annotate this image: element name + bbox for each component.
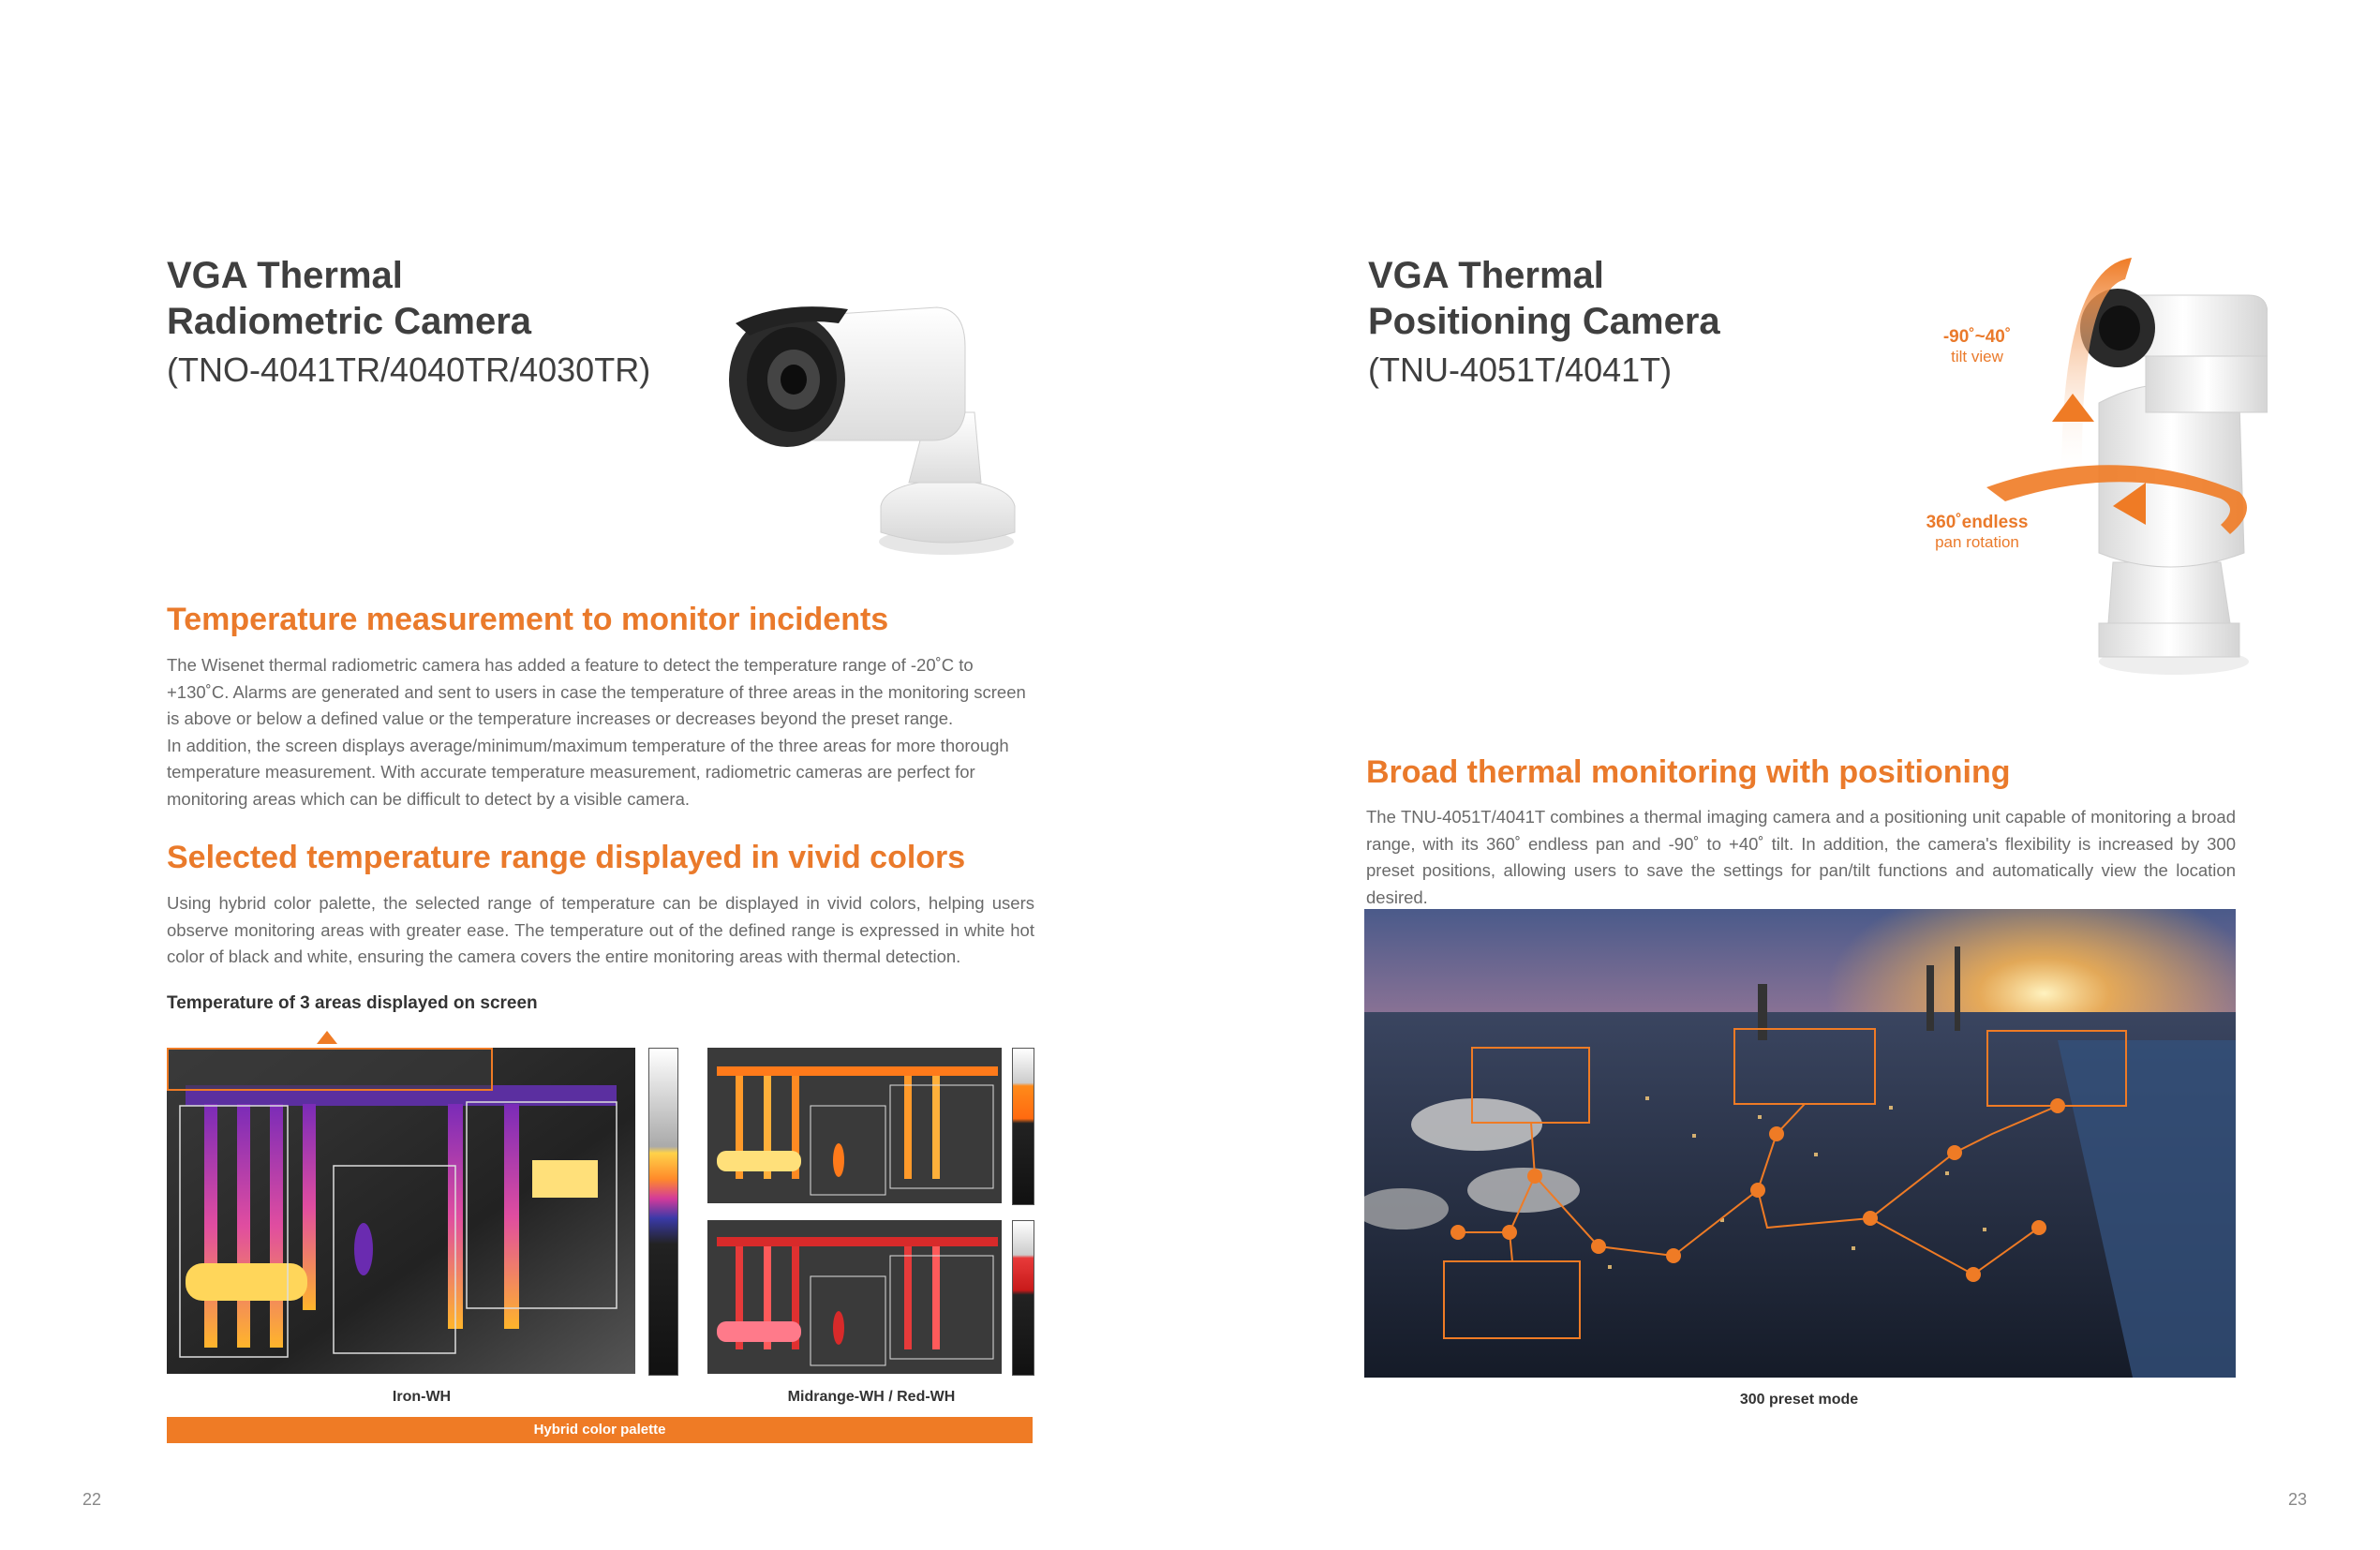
left-title-line2: Radiometric Camera (167, 301, 532, 342)
tilt-value: -90˚~40˚ (1942, 327, 2012, 347)
right-title-line1: VGA Thermal (1368, 255, 1604, 296)
left-heading-temperature: Temperature measurement to monitor incidents (167, 602, 889, 637)
left-heading-colors: Selected temperature range displayed in vivid colors (167, 840, 966, 875)
hybrid-palette-bar: Hybrid color palette (167, 1417, 1033, 1443)
pan-annotation (1911, 514, 2043, 552)
temperature-para-2: In addition, the screen displays average/minimum/maximum temperature of the three areas for more thorough temperature measurement. With accurate temperature measurement, radiometric cameras are perfect for monitoring areas which can be difficult to detect by a visible camera. (167, 735, 1009, 809)
right-model-number: (TNU-4051T/4041T) (1368, 350, 1673, 389)
left-title-line1: VGA Thermal (167, 255, 403, 296)
positioning-camera-image (1968, 253, 2268, 722)
page-number-left: 22 (82, 1490, 102, 1509)
temperature-para-1: The Wisenet thermal radiometric camera has added a feature to detect the temperature range of -20˚C to +130˚C. Alarms are generated and sent to users in case the temperature of three areas in the monitoring screen is above or below a defined value or the temperature increases or decreases beyond the preset range. (167, 655, 1026, 728)
red-color-scale (1012, 1220, 1034, 1376)
caption-midrange-red: Midrange-WH / Red-WH (787, 1389, 956, 1405)
pointer-triangle-icon (317, 1031, 337, 1044)
page-number-right: 23 (2288, 1490, 2308, 1509)
midrange-wh-thermal-image (707, 1048, 1002, 1203)
red-wh-thermal-image (707, 1220, 1002, 1374)
figure-label: Temperature of 3 areas displayed on screen (167, 993, 538, 1013)
iron-color-scale (648, 1048, 678, 1376)
caption-preset-mode: 300 preset mode (1739, 1392, 1859, 1408)
caption-iron-wh: Iron-WH (392, 1389, 452, 1405)
left-model-number: (TNO-4041TR/4040TR/4030TR) (167, 350, 651, 389)
pan-label: pan rotation (1935, 533, 2019, 551)
tilt-label: tilt view (1951, 348, 2003, 365)
left-paragraph-colors: Using hybrid color palette, the selected range of temperature can be displayed in vivid colors, helping users observe monitoring areas with greater ease. The temperature out of the defined range is expressed in white hot color of black and white, ensuring the camera covers the entire monitoring areas with thermal detection. (167, 893, 1034, 966)
iron-wh-thermal-image (167, 1048, 635, 1374)
midrange-color-scale (1012, 1048, 1034, 1205)
tilt-annotation (1921, 328, 2033, 366)
left-title-block (167, 253, 650, 390)
right-title-line2: Positioning Camera (1368, 301, 1720, 342)
right-title-block (1368, 253, 1720, 390)
right-heading-positioning: Broad thermal monitoring with positioning (1366, 754, 2011, 790)
bullet-camera-image (707, 281, 1064, 590)
pan-value: 360˚endless (1926, 513, 2029, 532)
left-paragraph-temperature (167, 652, 1038, 812)
refinery-night-photo (1364, 909, 2236, 1378)
right-paragraph-positioning: The TNU-4051T/4041T combines a thermal imaging camera and a positioning unit capable of monitoring a broad range, with its 360˚ endless pan and -90˚ to +40˚ tilt. In addition, the camera's flexibility is increased by 300 preset positions, allowing users to save the settings for pan/tilt functions and automatically view the location desired. (1366, 807, 2236, 907)
